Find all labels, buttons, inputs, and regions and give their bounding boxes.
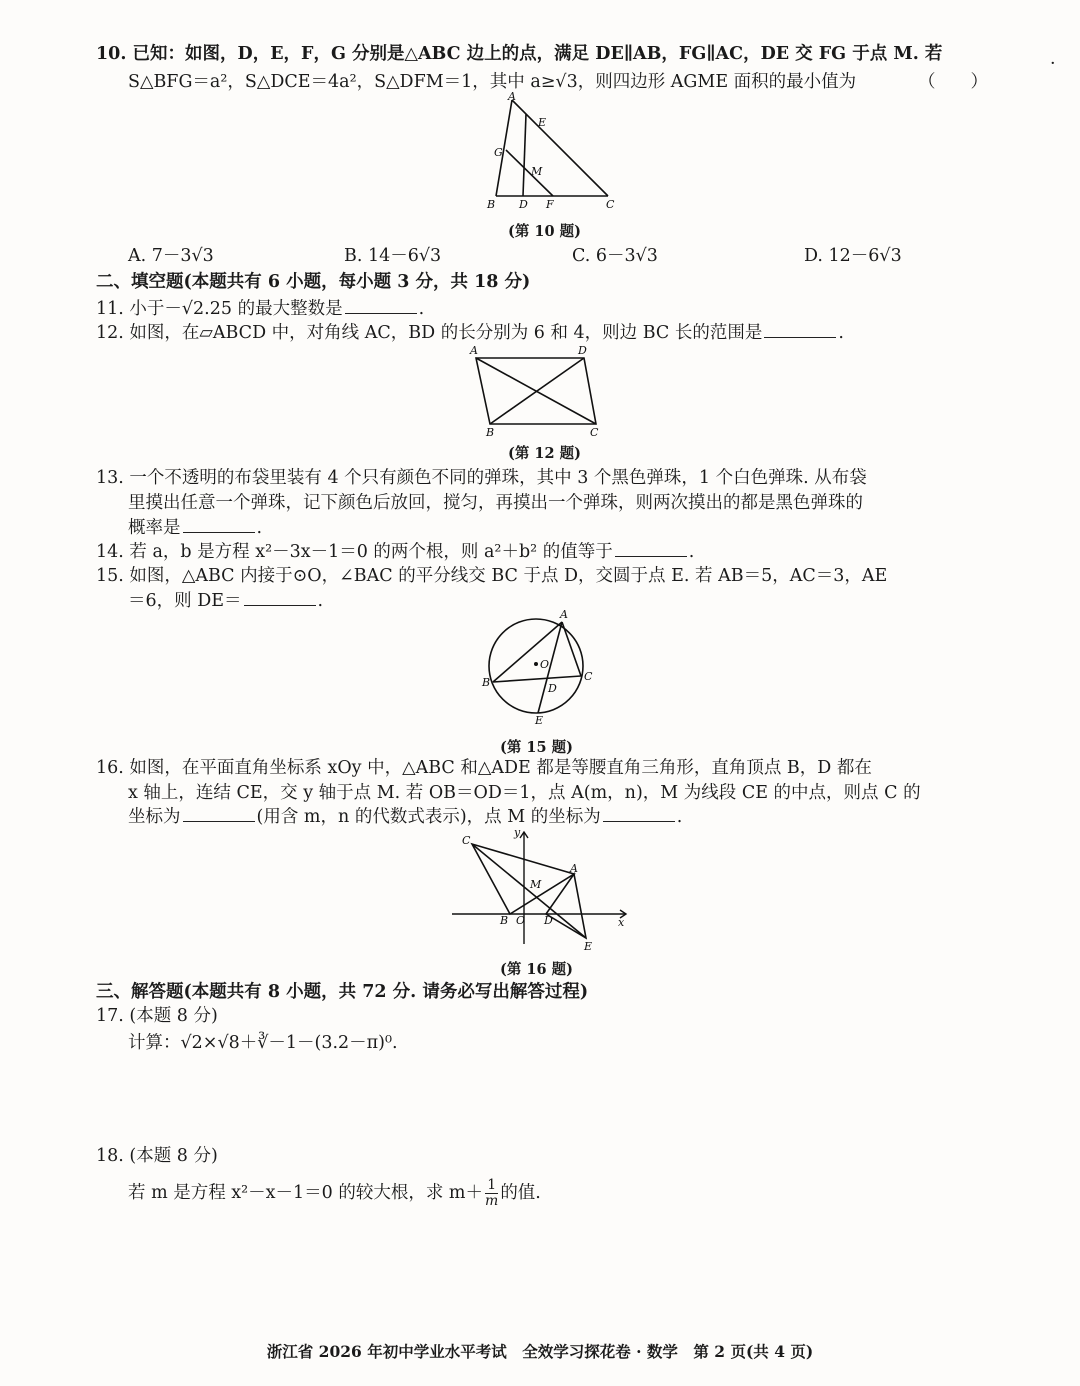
q16-label-x: x <box>618 916 625 929</box>
q15-label-o: O <box>540 658 550 671</box>
q16-line1: 16. 如图，在平面直角坐标系 xOy 中，△ABC 和△ADE 都是等腰直角三角形，直角顶点 B，D 都在 <box>96 758 872 778</box>
page-footer: 浙江省 2026 年初中学业水平考试 全效学习探花卷 · 数学 第 2 页(共 4 页) <box>266 1342 814 1361</box>
q14: 14. 若 a，b 是方程 x²－3x－1＝0 的两个根，则 a²＋b² 的值等于 . <box>96 542 695 562</box>
q15-label-b: B <box>482 676 491 689</box>
q10-line2: S△BFG＝a²，S△DCE＝4a²，S△DFM＝1，其中 a≥√3，则四边形 AGME 面积的最小值为 <box>128 72 857 92</box>
q16-caption: (第 16 题) <box>500 961 573 978</box>
q12-figure <box>466 344 616 440</box>
corner-mark: · <box>1050 54 1056 74</box>
q12-caption: (第 12 题) <box>508 445 581 462</box>
q13-line1: 13. 一个不透明的布袋里装有 4 个只有颜色不同的弹珠，其中 3 个黑色弹珠，1 个白色弹珠. 从布袋 <box>96 468 867 488</box>
q12-text: 12. 如图，在▱ABCD 中，对角线 AC，BD 的长分别为 6 和 4，则边 BC 长的范围是 <box>96 323 763 343</box>
q10-figure <box>470 92 630 216</box>
q10-option-b: B. 14－6√3 <box>344 246 442 266</box>
q10-label-e: E <box>538 116 547 129</box>
q10-option-c: C. 6－3√3 <box>572 246 658 266</box>
q10-label-m: M <box>531 165 543 178</box>
q15-center-dot <box>534 662 538 666</box>
q18-body: 若 m 是方程 x²－x－1＝0 的较大根，求 m＋ $\frac{1}{m}$ 的值. <box>128 1177 541 1209</box>
q16-figure <box>450 826 640 954</box>
q16-label-m: M <box>530 878 542 891</box>
q16-label-a: A <box>570 862 578 875</box>
q10-label-g: G <box>494 146 503 159</box>
q16-label-d: D <box>544 914 553 927</box>
q15-label-e: E <box>535 714 544 727</box>
q16-line2: x 轴上，连结 CE，交 y 轴于点 M. 若 OB＝OD＝1，点 A(m，n)，M 为线段 CE 的中点，则点 C 的 <box>128 783 921 803</box>
q18-fraction: $\frac{1}{m}$ <box>485 1177 499 1209</box>
q12-label-a: A <box>470 344 478 357</box>
q10-label-d: D <box>519 198 528 211</box>
q15-label-a: A <box>560 608 568 621</box>
q16-answer-blank-c[interactable] <box>183 805 255 822</box>
q15-label-d: D <box>548 682 557 695</box>
q16-label-y: y <box>514 826 521 839</box>
q12-label-d: D <box>578 344 587 357</box>
q13-line3: 概率是 . <box>128 518 263 538</box>
q15-answer-blank[interactable] <box>244 589 316 606</box>
q15-caption: (第 15 题) <box>500 739 573 756</box>
section-3-heading: 三、解答题(本题共有 8 小题，共 72 分. 请务必写出解答过程) <box>96 982 589 1002</box>
q13-line2: 里摸出任意一个弹珠，记下颜色后放回，搅匀，再摸出一个弹珠，则两次摸出的都是黑色弹珠的 <box>128 493 863 513</box>
q16-label-e: E <box>584 940 593 953</box>
q11-text: 11. 小于－√2.25 的最大整数是 <box>96 299 343 319</box>
section-2-heading: 二、填空题(本题共有 6 小题，每小题 3 分，共 18 分) <box>96 272 531 292</box>
q15-line2: ＝6，则 DE＝ . <box>128 591 324 611</box>
q10-label-a: A <box>508 90 516 103</box>
q12: 12. 如图，在▱ABCD 中，对角线 AC，BD 的长分别为 6 和 4，则边 BC 长的范围是 . <box>96 323 844 343</box>
q16-line3: 坐标为 (用含 m，n 的代数式表示)，点 M 的坐标为 . <box>128 807 683 827</box>
q15-label-c: C <box>584 670 593 683</box>
q17-body: 计算：√2×√8＋∛－1－(3.2－π)⁰. <box>128 1033 398 1053</box>
q17-heading: 17. (本题 8 分) <box>96 1006 218 1026</box>
q10-label-c: C <box>606 198 615 211</box>
q11-answer-blank[interactable] <box>345 297 417 314</box>
q10-answer-paren: （ ） <box>918 72 988 92</box>
q18-heading: 18. (本题 8 分) <box>96 1146 218 1166</box>
q10-caption: (第 10 题) <box>508 223 581 240</box>
q10-label-f: F <box>546 198 554 211</box>
q16-label-c: C <box>462 834 471 847</box>
q12-label-c: C <box>590 426 599 439</box>
q14-text: 14. 若 a，b 是方程 x²－3x－1＝0 的两个根，则 a²＋b² 的值等于 <box>96 542 613 562</box>
q12-label-b: B <box>486 426 495 439</box>
q10-option-d: D. 12－6√3 <box>804 246 902 266</box>
q16-label-b: B <box>500 914 509 927</box>
q12-answer-blank[interactable] <box>764 321 836 338</box>
q15-figure <box>480 610 600 730</box>
q16-label-o: O <box>516 914 526 927</box>
q10-line1: 10. 已知：如图，D，E，F，G 分别是△ABC 边上的点，满足 DE∥AB，FG∥AC，DE 交 FG 于点 M. 若 <box>96 44 943 64</box>
q10-option-a: A. 7－3√3 <box>128 246 214 266</box>
q16-answer-blank-m[interactable] <box>603 805 675 822</box>
q11: 11. 小于－√2.25 的最大整数是 . <box>96 299 425 319</box>
q14-answer-blank[interactable] <box>615 540 687 557</box>
q13-answer-blank[interactable] <box>183 516 255 533</box>
q15-line1: 15. 如图，△ABC 内接于⊙O，∠BAC 的平分线交 BC 于点 D，交圆于点 E. 若 AB＝5，AC＝3，AE <box>96 566 888 586</box>
q10-label-b: B <box>487 198 496 211</box>
